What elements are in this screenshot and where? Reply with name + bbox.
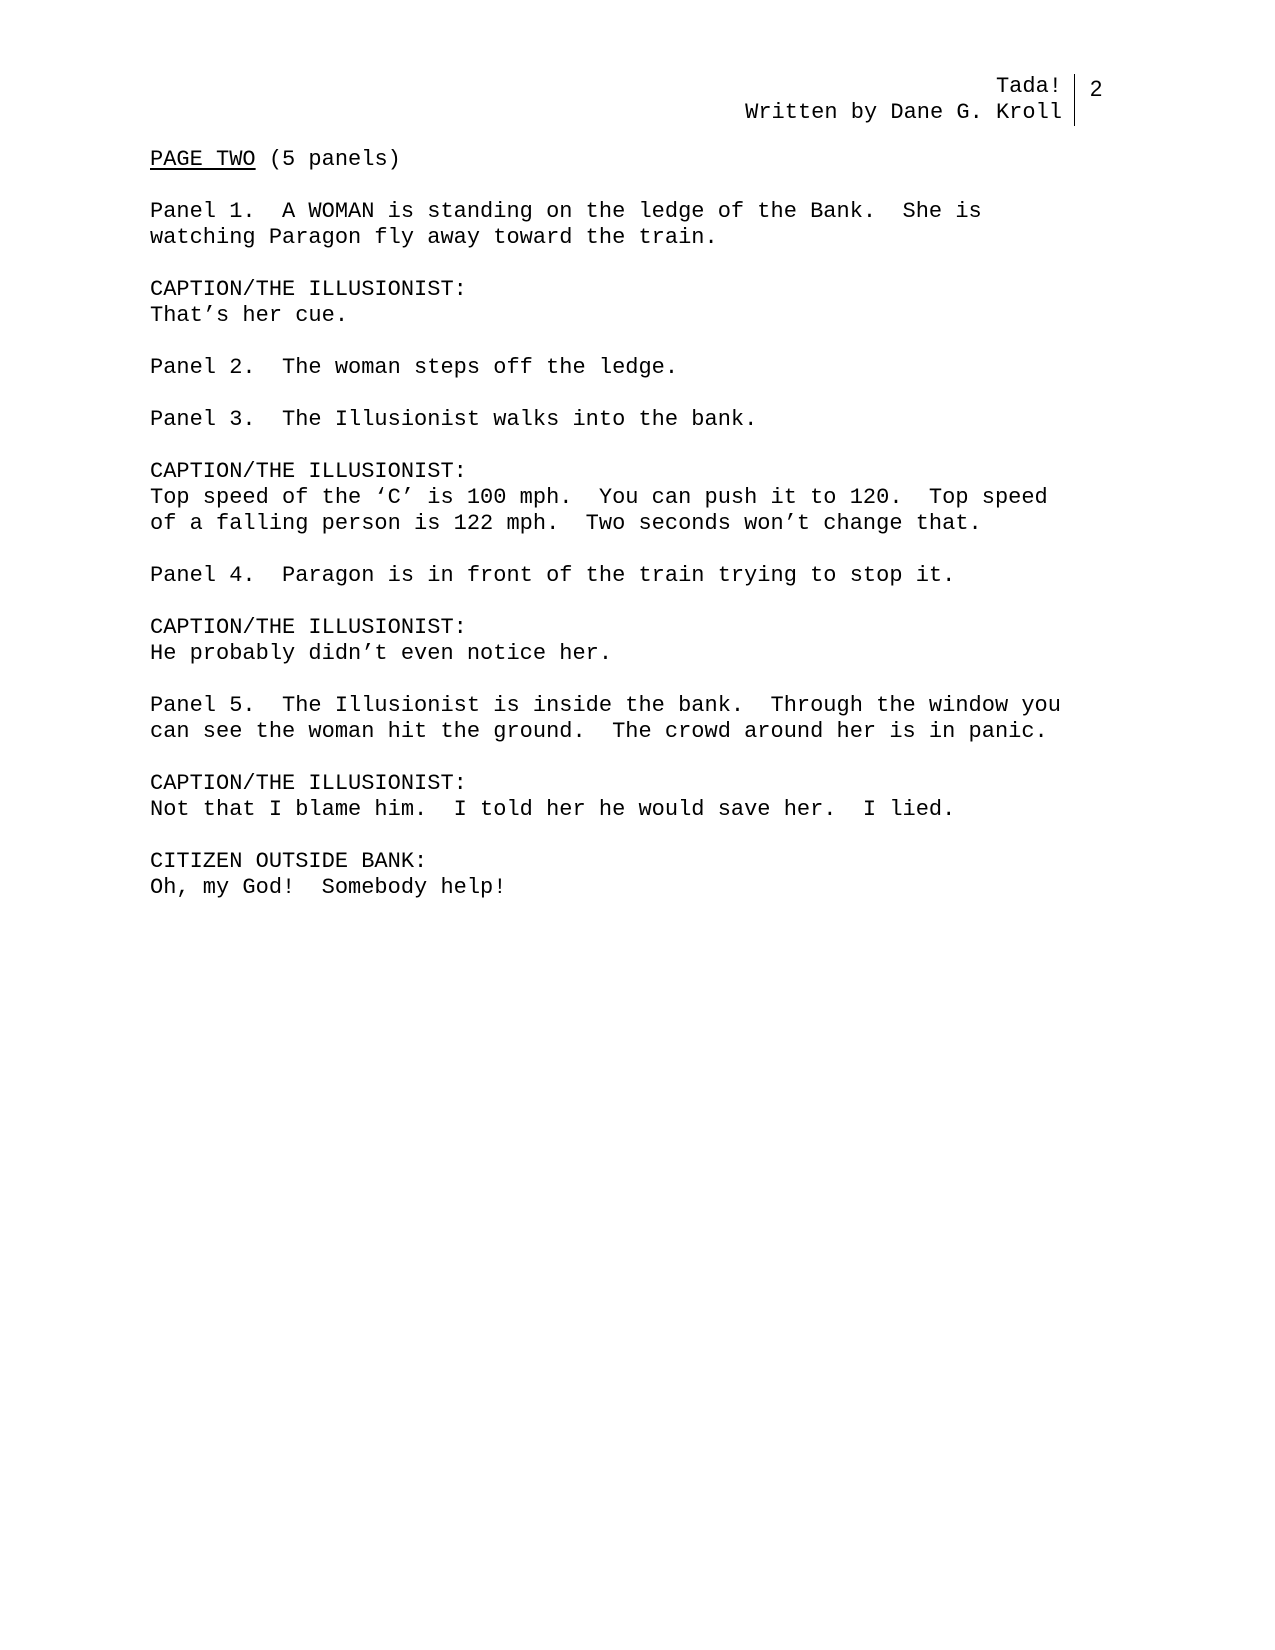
citizen-dialogue-block <box>150 849 1150 901</box>
page-heading <box>150 147 1150 173</box>
panel-3-description <box>150 407 1150 433</box>
script-line: watching Paragon fly away toward the train. <box>150 225 718 250</box>
page-heading-label: PAGE TWO <box>150 147 256 172</box>
page-number: 2 <box>1090 76 1103 101</box>
script-line: Panel 5. The Illusionist is inside the bank. Through the window you <box>150 693 1061 718</box>
dialogue-line: of a falling person is 122 mph. Two seconds won’t change that. <box>150 511 982 536</box>
script-body <box>150 147 1150 927</box>
panel-5-description <box>150 693 1150 745</box>
speaker-label: CAPTION/THE ILLUSIONIST: <box>150 459 467 484</box>
speaker-label: CAPTION/THE ILLUSIONIST: <box>150 771 467 796</box>
speaker-label: CITIZEN OUTSIDE BANK: <box>150 849 428 874</box>
script-line: Panel 4. Paragon is in front of the train trying to stop it. <box>150 563 956 588</box>
dialogue-line: Not that I blame him. I told her he would save her. I lied. <box>150 797 956 822</box>
panel-1-description <box>150 199 1150 251</box>
script-line: Panel 1. A WOMAN is standing on the ledge of the Bank. She is <box>150 199 982 224</box>
speaker-label: CAPTION/THE ILLUSIONIST: <box>150 277 467 302</box>
dialogue-line: Oh, my God! Somebody help! <box>150 875 507 900</box>
page-header <box>745 74 1075 126</box>
script-title: Tada! <box>995 74 1062 99</box>
speaker-label: CAPTION/THE ILLUSIONIST: <box>150 615 467 640</box>
caption-block <box>150 771 1150 823</box>
script-byline: Written by Dane G. Kroll <box>745 100 1062 125</box>
page-heading-detail: (5 panels) <box>255 147 401 172</box>
caption-block <box>150 459 1150 537</box>
dialogue-line: Top speed of the ‘C’ is 100 mph. You can push it to 120. Top speed <box>150 485 1048 510</box>
script-line: Panel 3. The Illusionist walks into the bank. <box>150 407 758 432</box>
caption-block <box>150 277 1150 329</box>
dialogue-line: That’s her cue. <box>150 303 349 328</box>
script-line: Panel 2. The woman steps off the ledge. <box>150 355 679 380</box>
panel-4-description <box>150 563 1150 589</box>
caption-block <box>150 615 1150 667</box>
script-line: can see the woman hit the ground. The crowd around her is in panic. <box>150 719 1048 744</box>
panel-2-description <box>150 355 1150 381</box>
dialogue-line: He probably didn’t even notice her. <box>150 641 613 666</box>
